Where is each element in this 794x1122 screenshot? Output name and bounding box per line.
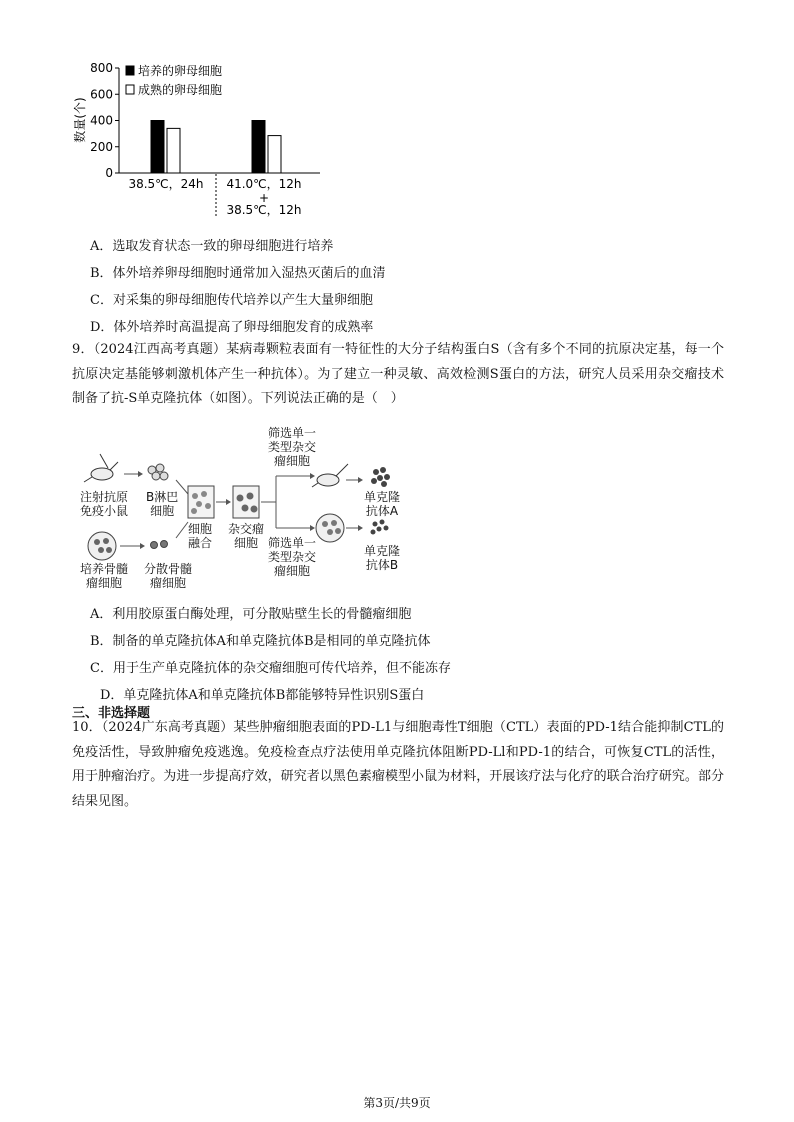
q9-option-a: A．利用胶原蛋白酶处理，可分散贴壁生长的骨髓瘤细胞 — [90, 607, 412, 622]
antibody-b-icon — [371, 520, 389, 535]
culture-dish-icon — [316, 514, 344, 542]
y-tick-label-200: 200 — [90, 139, 113, 154]
diagram-graphics — [80, 424, 410, 592]
q9-option-c: C．用于生产单克隆抗体的杂交瘤细胞可传代培养，但不能冻存 — [90, 661, 451, 676]
myeloma-dish-icon — [88, 532, 116, 560]
label-hybridoma: 杂交瘤 细胞 — [228, 522, 265, 550]
label-b-cell: B淋巴 细胞 — [146, 490, 179, 518]
legend-swatch-cultured — [126, 66, 134, 75]
category-label-2-plus: + — [258, 191, 270, 205]
label-culture-myeloma: 培养骨髓 瘤细胞 — [80, 562, 129, 590]
fusion-beaker-icon — [188, 486, 214, 518]
y-tick-label-400: 400 — [90, 113, 113, 128]
bar-cultured-2 — [252, 121, 265, 174]
monoclonal-antibody-diagram — [80, 424, 410, 592]
label-antibody-a: 单克隆 抗体A — [364, 490, 401, 518]
y-tick-label-0: 0 — [105, 166, 113, 180]
dispersed-myeloma-icon — [151, 541, 168, 549]
mouse-icon — [84, 454, 118, 482]
q8-option-d: D．体外培养时高温提高了卵母细胞发育的成熟率 — [90, 320, 374, 335]
legend-swatch-mature — [126, 85, 134, 94]
category-label-2-line2: 38.5℃，12h — [226, 203, 302, 217]
page-footer: 第3页/共9页 — [363, 1096, 431, 1110]
y-tick-label-600: 600 — [90, 87, 113, 102]
legend-label-cultured: 培养的卵母细胞 — [138, 64, 223, 78]
q9-option-d: D．单克隆抗体A和单克隆抗体B都能够特异性识别S蛋白 — [100, 688, 425, 703]
category-label-2-line1: 41.0℃，12h — [226, 177, 302, 191]
b-cells-icon — [148, 464, 168, 480]
y-axis-label: 数量(个) — [73, 97, 87, 143]
label-immune-mouse: 注射抗原 免疫小鼠 — [80, 490, 129, 518]
y-tick-label-800: 800 — [90, 61, 113, 75]
antibody-a-icon — [371, 467, 390, 487]
bar-cultured-1 — [151, 121, 164, 174]
category-label-1: 38.5℃，24h — [128, 177, 204, 191]
q8-option-c: C．对采集的卵母细胞传代培养以产生大量卵细胞 — [90, 293, 373, 308]
label-screen-top: 筛选单一 类型杂交 瘤细胞 — [268, 426, 317, 468]
mouse-injection-icon — [312, 464, 348, 487]
legend-label-mature: 成熟的卵母细胞 — [138, 83, 223, 97]
q10-stem: 10．（2024广东高考真题）某些肿瘤细胞表面的PD-L1与细胞毒性T细胞（CTL）表面的PD-1结合能抑制CTL的免疫活性，导致肿瘤免疫逃逸。免疫检查点疗法使用单克隆抗体阻断PD-Ll和PD-1的结合，可恢复CTL的活性，用于肿瘤治疗。为进一步提高疗效，研究者以黑色素瘤模型小鼠为材料，开展该疗法与化疗的联合治疗研究。部分结果见图。 — [72, 720, 724, 809]
section-title-non-choice: 三、非选择题 — [72, 706, 151, 721]
label-disperse-myeloma: 分散骨髓 瘤细胞 — [144, 562, 193, 590]
q9-stem: 9．（2024江西高考真题）某病毒颗粒表面有一特征性的大分子结构蛋白S（含有多个不同的抗原决定基，每一个抗原决定基能够刺激机体产生一种抗体）。为了建立一种灵敏、高效检测S蛋白的方法，研究人员采用杂交瘤技术制备了抗-S单克隆抗体（如图）。下列说法正确的是（ ） — [72, 342, 724, 406]
q8-option-b: B．体外培养卵母细胞时通常加入湿热灭菌后的血清 — [90, 266, 386, 281]
q9-option-b: B．制备的单克隆抗体A和单克隆抗体B是相同的单克隆抗体 — [90, 634, 431, 649]
oocyte-bar-chart — [70, 58, 330, 220]
hybridoma-beaker-icon — [233, 486, 259, 518]
bar-mature-1 — [167, 128, 180, 173]
q8-option-a: A．选取发育状态一致的卵母细胞进行培养 — [90, 239, 334, 254]
label-screen-bottom: 筛选单一 类型杂交 瘤细胞 — [268, 536, 317, 578]
label-cell-fusion: 细胞 融合 — [188, 522, 213, 550]
label-antibody-b: 单克隆 抗体B — [364, 544, 401, 572]
bar-mature-2 — [268, 136, 281, 173]
